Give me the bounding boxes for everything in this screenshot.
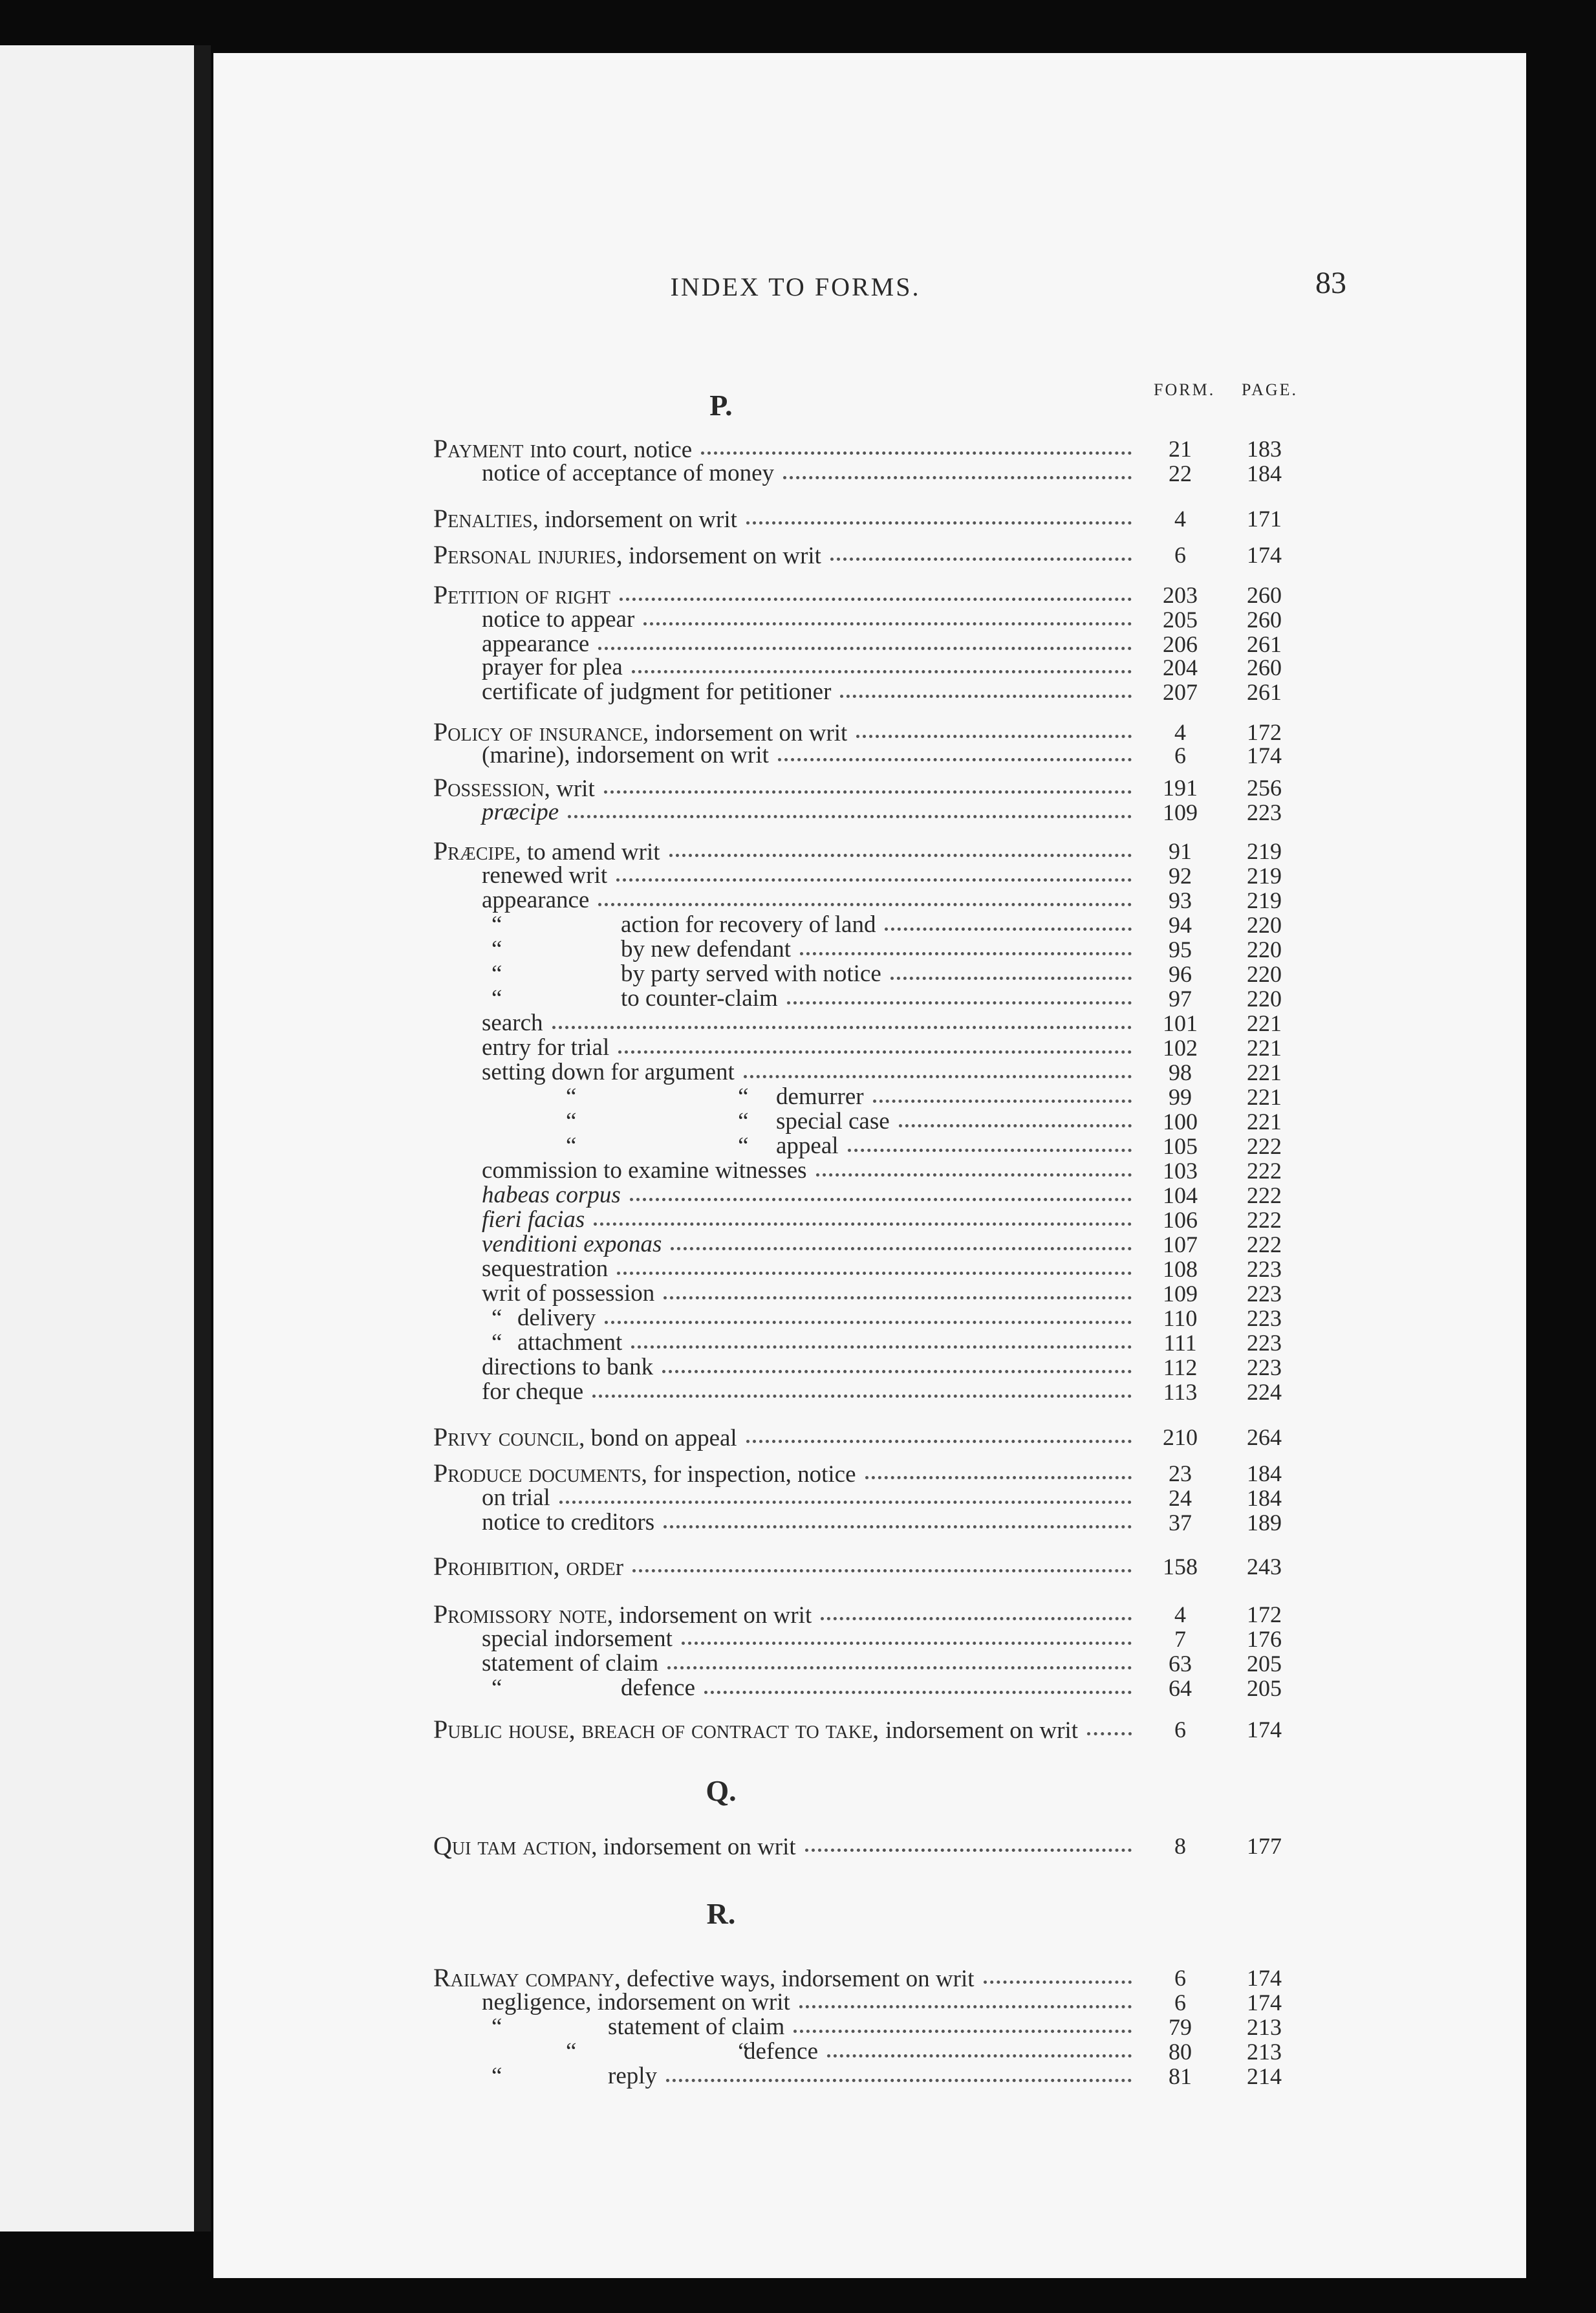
leader-dots bbox=[744, 1075, 1132, 1078]
section-letter: R. bbox=[706, 1897, 736, 1930]
leader-dots bbox=[840, 695, 1132, 698]
entry-page-number: 260 bbox=[1247, 582, 1282, 608]
ditto-mark: “ “ bbox=[566, 1083, 749, 1110]
index-entry bbox=[213, 1281, 1377, 1307]
index-entry bbox=[213, 719, 1377, 745]
entry-page-number: 220 bbox=[1247, 961, 1282, 987]
index-entry bbox=[213, 1717, 1377, 1743]
index-entry bbox=[213, 1675, 1377, 1701]
entry-page-number: 223 bbox=[1247, 1305, 1282, 1331]
index-entry bbox=[213, 1965, 1377, 1991]
ditto-mark: “ bbox=[491, 1675, 502, 1701]
section-letter: P. bbox=[709, 389, 733, 422]
index-entry bbox=[213, 1305, 1377, 1331]
leader-dots bbox=[605, 1321, 1132, 1324]
index-entry bbox=[213, 1379, 1377, 1405]
index-entry bbox=[213, 887, 1377, 913]
index-entry bbox=[213, 1651, 1377, 1677]
entry-form-number: 205 bbox=[1163, 607, 1198, 633]
entry-form-number: 113 bbox=[1163, 1379, 1198, 1405]
entry-page-number: 205 bbox=[1247, 1651, 1282, 1677]
entry-label: renewed writ bbox=[482, 862, 608, 889]
entry-form-number: 4 bbox=[1174, 719, 1186, 745]
entry-page-number: 221 bbox=[1247, 1059, 1282, 1085]
ditto-mark: “ bbox=[491, 2014, 502, 2040]
entry-label: prayer for plea bbox=[482, 654, 623, 680]
leader-dots bbox=[827, 2054, 1132, 2058]
entry-page-number: 172 bbox=[1247, 1602, 1282, 1627]
entry-form-number: 103 bbox=[1163, 1158, 1198, 1184]
entry-page-number: 172 bbox=[1247, 719, 1282, 745]
entry-label: Produce documents, for inspection, notice bbox=[433, 1459, 856, 1488]
leader-dots bbox=[618, 1050, 1132, 1054]
leader-dots bbox=[669, 854, 1132, 857]
entry-form-number: 6 bbox=[1174, 1717, 1186, 1743]
leader-dots bbox=[899, 1124, 1132, 1127]
entry-label: fieri facias bbox=[482, 1206, 585, 1233]
leader-dots bbox=[984, 1981, 1132, 1984]
entry-page-number: 220 bbox=[1247, 986, 1282, 1012]
entry-form-number: 95 bbox=[1169, 937, 1192, 962]
entry-page-number: 222 bbox=[1247, 1232, 1282, 1257]
index-entry bbox=[213, 838, 1377, 864]
leader-dots bbox=[799, 2005, 1132, 2008]
entry-page-number: 219 bbox=[1247, 887, 1282, 913]
entry-label: special case bbox=[776, 1108, 890, 1135]
entry-form-number: 64 bbox=[1169, 1675, 1192, 1701]
index-entry bbox=[213, 1133, 1377, 1159]
entry-page-number: 223 bbox=[1247, 1256, 1282, 1282]
entry-form-number: 203 bbox=[1163, 582, 1198, 608]
entry-form-number: 93 bbox=[1169, 887, 1192, 913]
entry-page-number: 222 bbox=[1247, 1133, 1282, 1159]
entry-page-number: 174 bbox=[1247, 1990, 1282, 2015]
leader-dots bbox=[632, 670, 1132, 673]
leader-dots bbox=[552, 1026, 1132, 1029]
entry-label: search bbox=[482, 1010, 543, 1036]
index-entry bbox=[213, 1084, 1377, 1110]
entry-label: appearance bbox=[482, 631, 590, 657]
entry-label: Petition of right bbox=[433, 580, 610, 609]
entry-label: setting down for argument bbox=[482, 1059, 735, 1085]
entry-label: Privy council, bond on appeal bbox=[433, 1422, 737, 1451]
index-entry bbox=[213, 1109, 1377, 1135]
entry-label: action for recovery of land bbox=[621, 911, 876, 938]
entry-page-number: 222 bbox=[1247, 1158, 1282, 1184]
entry-page-number: 220 bbox=[1247, 912, 1282, 938]
entry-label: on trial bbox=[482, 1484, 550, 1511]
index-entry bbox=[213, 1602, 1377, 1627]
index-entry bbox=[213, 2063, 1377, 2089]
entry-form-number: 8 bbox=[1174, 1833, 1186, 1859]
index-entry bbox=[213, 743, 1377, 768]
leader-dots bbox=[671, 1247, 1132, 1250]
ditto-mark: “ bbox=[491, 1329, 502, 1356]
entry-page-number: 256 bbox=[1247, 775, 1282, 801]
leader-dots bbox=[594, 1222, 1132, 1226]
entry-page-number: 223 bbox=[1247, 799, 1282, 825]
entry-label: by party served with notice bbox=[621, 961, 881, 987]
entry-label: special indorsement bbox=[482, 1625, 673, 1652]
entry-page-number: 223 bbox=[1247, 1330, 1282, 1356]
entry-form-number: 63 bbox=[1169, 1651, 1192, 1677]
index-entry bbox=[213, 1256, 1377, 1282]
leader-dots bbox=[821, 1617, 1132, 1620]
leader-dots bbox=[559, 1501, 1132, 1504]
entry-form-number: 4 bbox=[1174, 506, 1186, 532]
entry-page-number: 219 bbox=[1247, 863, 1282, 889]
index-entry bbox=[213, 1158, 1377, 1184]
leader-dots bbox=[604, 790, 1132, 794]
entry-page-number: 213 bbox=[1247, 2014, 1282, 2040]
entry-page-number: 222 bbox=[1247, 1207, 1282, 1233]
leader-dots bbox=[643, 622, 1132, 625]
leader-dots bbox=[632, 1569, 1132, 1572]
index-entry bbox=[213, 863, 1377, 889]
leader-dots bbox=[746, 521, 1132, 525]
entry-label: notice to creditors bbox=[482, 1509, 655, 1536]
leader-dots bbox=[856, 735, 1132, 738]
entry-form-number: 158 bbox=[1163, 1554, 1198, 1580]
leader-dots bbox=[666, 2079, 1132, 2082]
book-spine bbox=[194, 45, 211, 2232]
index-entry bbox=[213, 961, 1377, 987]
entry-form-number: 110 bbox=[1163, 1305, 1198, 1331]
leader-dots bbox=[617, 1272, 1132, 1275]
entry-page-number: 220 bbox=[1247, 937, 1282, 962]
entry-form-number: 206 bbox=[1163, 631, 1198, 657]
entry-form-number: 6 bbox=[1174, 1990, 1186, 2015]
index-entry bbox=[213, 1990, 1377, 2015]
index-entry bbox=[213, 1424, 1377, 1450]
column-head-page: PAGE. bbox=[1242, 380, 1299, 399]
entry-form-number: 210 bbox=[1163, 1424, 1198, 1450]
entry-label: notice of acceptance of money bbox=[482, 460, 774, 486]
ditto-mark: “ bbox=[491, 2063, 502, 2089]
leader-dots bbox=[783, 476, 1132, 479]
entry-page-number: 221 bbox=[1247, 1109, 1282, 1135]
entry-label: commission to examine witnesses bbox=[482, 1157, 807, 1184]
ditto-mark: “ bbox=[491, 961, 502, 987]
entry-label: directions to bank bbox=[482, 1354, 654, 1380]
leader-dots bbox=[890, 977, 1132, 980]
entry-label: delivery bbox=[517, 1305, 596, 1331]
entry-label: to counter-claim bbox=[621, 985, 778, 1012]
entry-form-number: 80 bbox=[1169, 2039, 1192, 2065]
entry-label: Personal injuries, indorsement on writ bbox=[433, 540, 821, 569]
entry-label: sequestration bbox=[482, 1255, 609, 1282]
leader-dots bbox=[885, 928, 1132, 931]
entry-form-number: 23 bbox=[1169, 1461, 1192, 1486]
entry-label: Payment into court, notice bbox=[433, 434, 693, 463]
leader-dots bbox=[631, 1345, 1132, 1349]
leader-dots bbox=[568, 815, 1132, 818]
entry-page-number: 171 bbox=[1247, 506, 1282, 532]
leader-dots bbox=[1087, 1732, 1132, 1735]
entry-form-number: 105 bbox=[1163, 1133, 1198, 1159]
leader-dots bbox=[682, 1642, 1132, 1645]
entry-page-number: 214 bbox=[1247, 2063, 1282, 2089]
leader-dots bbox=[598, 647, 1132, 650]
entry-form-number: 81 bbox=[1169, 2063, 1192, 2089]
index-entry bbox=[213, 461, 1377, 486]
index-entry bbox=[213, 1182, 1377, 1208]
index-page bbox=[213, 53, 1526, 2278]
entry-form-number: 111 bbox=[1163, 1330, 1197, 1356]
entry-label: Qui tam action, indorsement on writ bbox=[433, 1831, 796, 1860]
entry-label: appeal bbox=[776, 1133, 839, 1159]
entry-form-number: 100 bbox=[1163, 1109, 1198, 1135]
entry-form-number: 7 bbox=[1174, 1626, 1186, 1652]
entry-label: certificate of judgment for petitioner bbox=[482, 679, 832, 705]
ditto-mark: “ “ bbox=[566, 1108, 749, 1135]
entry-form-number: 37 bbox=[1169, 1510, 1192, 1536]
entry-page-number: 174 bbox=[1247, 542, 1282, 568]
entry-page-number: 221 bbox=[1247, 1010, 1282, 1036]
leader-dots bbox=[630, 1198, 1132, 1201]
entry-form-number: 91 bbox=[1169, 838, 1192, 864]
index-entry bbox=[213, 986, 1377, 1012]
entry-page-number: 205 bbox=[1247, 1675, 1282, 1701]
leader-dots bbox=[848, 1149, 1132, 1152]
entry-page-number: 224 bbox=[1247, 1379, 1282, 1405]
entry-form-number: 112 bbox=[1163, 1354, 1198, 1380]
entry-form-number: 102 bbox=[1163, 1035, 1198, 1061]
leader-dots bbox=[787, 1001, 1132, 1004]
entry-label: negligence, indorsement on writ bbox=[482, 1989, 790, 2015]
index-entry bbox=[213, 631, 1377, 657]
ditto-mark: “ “ bbox=[566, 2038, 749, 2065]
entry-page-number: 222 bbox=[1247, 1182, 1282, 1208]
leader-dots bbox=[873, 1100, 1132, 1103]
entry-page-number: 264 bbox=[1247, 1424, 1282, 1450]
entry-label: Possession, writ bbox=[433, 773, 595, 802]
entry-page-number: 260 bbox=[1247, 607, 1282, 633]
entry-label: Præcipe, to amend writ bbox=[433, 836, 660, 865]
leader-dots bbox=[663, 1296, 1132, 1299]
entry-form-number: 109 bbox=[1163, 1281, 1198, 1307]
entry-label: notice to appear bbox=[482, 606, 635, 633]
entry-form-number: 6 bbox=[1174, 743, 1186, 768]
leader-dots bbox=[592, 1395, 1132, 1398]
entry-label: by new defendant bbox=[621, 936, 792, 962]
entry-form-number: 108 bbox=[1163, 1256, 1198, 1282]
entry-form-number: 106 bbox=[1163, 1207, 1198, 1233]
entry-form-number: 22 bbox=[1169, 461, 1192, 486]
entry-page-number: 243 bbox=[1247, 1554, 1282, 1580]
entry-label: statement of claim bbox=[608, 2014, 785, 2040]
entry-form-number: 109 bbox=[1163, 799, 1198, 825]
entry-form-number: 207 bbox=[1163, 679, 1198, 705]
entry-form-number: 101 bbox=[1163, 1010, 1198, 1036]
index-entry bbox=[213, 607, 1377, 633]
ditto-mark: “ “ bbox=[566, 1133, 749, 1159]
index-entry bbox=[213, 912, 1377, 938]
entry-form-number: 204 bbox=[1163, 655, 1198, 680]
leader-dots bbox=[805, 1849, 1132, 1852]
entry-form-number: 6 bbox=[1174, 1965, 1186, 1991]
entry-label: præcipe bbox=[482, 799, 559, 825]
entry-label: venditioni exponas bbox=[482, 1231, 662, 1257]
leader-dots bbox=[616, 878, 1132, 882]
entry-form-number: 99 bbox=[1169, 1084, 1192, 1110]
entry-page-number: 184 bbox=[1247, 461, 1282, 486]
entry-page-number: 184 bbox=[1247, 1461, 1282, 1486]
index-entry bbox=[213, 1232, 1377, 1257]
leader-dots bbox=[793, 2030, 1132, 2033]
entry-page-number: 184 bbox=[1247, 1485, 1282, 1511]
leader-dots bbox=[620, 598, 1132, 601]
leader-dots bbox=[598, 903, 1132, 906]
entry-label: habeas corpus bbox=[482, 1182, 621, 1208]
running-head: INDEX TO FORMS. bbox=[670, 272, 921, 301]
index-entry bbox=[213, 655, 1377, 680]
page-number: 83 bbox=[1315, 266, 1346, 300]
entry-label: Public house, breach of contract to take, indorsement on writ bbox=[433, 1715, 1079, 1744]
entry-label: Prohibition, order bbox=[433, 1552, 624, 1581]
entry-label: (marine), indorsement on writ bbox=[482, 742, 769, 768]
entry-label: demurrer bbox=[776, 1083, 864, 1110]
entry-label: Policy of insurance, indorsement on writ bbox=[433, 717, 848, 746]
section-letter: Q. bbox=[706, 1774, 737, 1807]
entry-page-number: 177 bbox=[1247, 1833, 1282, 1859]
index-entry bbox=[213, 2014, 1377, 2040]
index-entry bbox=[213, 436, 1377, 462]
entry-label: Railway company, defective ways, indorsement on writ bbox=[433, 1963, 975, 1992]
entry-page-number: 176 bbox=[1247, 1626, 1282, 1652]
entry-label: appearance bbox=[482, 887, 590, 913]
index-entry bbox=[213, 1510, 1377, 1536]
facing-page bbox=[0, 45, 197, 2232]
entry-page-number: 260 bbox=[1247, 655, 1282, 680]
leader-dots bbox=[662, 1370, 1132, 1373]
entry-page-number: 223 bbox=[1247, 1354, 1282, 1380]
entry-label: defence bbox=[621, 1675, 696, 1701]
entry-label: defence bbox=[744, 2038, 819, 2065]
entry-label: statement of claim bbox=[482, 1650, 659, 1677]
ditto-mark: “ bbox=[491, 936, 502, 962]
entry-label: Penalties, indorsement on writ bbox=[433, 504, 737, 533]
entry-form-number: 79 bbox=[1169, 2014, 1192, 2040]
entry-page-number: 183 bbox=[1247, 436, 1282, 462]
leader-dots bbox=[704, 1691, 1132, 1694]
entry-page-number: 174 bbox=[1247, 1717, 1282, 1743]
index-entry bbox=[213, 1833, 1377, 1859]
entry-form-number: 6 bbox=[1174, 542, 1186, 568]
ditto-mark: “ bbox=[491, 911, 502, 938]
entry-form-number: 107 bbox=[1163, 1232, 1198, 1257]
entry-form-number: 4 bbox=[1174, 1602, 1186, 1627]
entry-page-number: 221 bbox=[1247, 1084, 1282, 1110]
index-entry bbox=[213, 1207, 1377, 1233]
leader-dots bbox=[816, 1173, 1132, 1177]
index-entry bbox=[213, 542, 1377, 568]
leader-dots bbox=[701, 451, 1132, 455]
index-entry bbox=[213, 799, 1377, 825]
index-entry bbox=[213, 1035, 1377, 1061]
entry-label: attachment bbox=[517, 1329, 623, 1356]
entry-form-number: 104 bbox=[1163, 1182, 1198, 1208]
leader-dots bbox=[830, 558, 1132, 561]
index-entry bbox=[213, 1354, 1377, 1380]
entry-page-number: 221 bbox=[1247, 1035, 1282, 1061]
ditto-mark: “ bbox=[491, 985, 502, 1012]
leader-dots bbox=[800, 952, 1132, 955]
entry-page-number: 174 bbox=[1247, 743, 1282, 768]
leader-dots bbox=[746, 1440, 1132, 1443]
entry-page-number: 219 bbox=[1247, 838, 1282, 864]
entry-label: for cheque bbox=[482, 1378, 584, 1405]
entry-page-number: 213 bbox=[1247, 2039, 1282, 2065]
entry-page-number: 261 bbox=[1247, 679, 1282, 705]
column-head-form: FORM. bbox=[1154, 380, 1216, 399]
entry-form-number: 97 bbox=[1169, 986, 1192, 1012]
entry-page-number: 261 bbox=[1247, 631, 1282, 657]
leader-dots bbox=[865, 1476, 1132, 1479]
index-entry bbox=[213, 582, 1377, 608]
leader-dots bbox=[778, 758, 1132, 761]
ditto-mark: “ bbox=[491, 1305, 502, 1331]
leader-dots bbox=[667, 1666, 1132, 1669]
entry-form-number: 191 bbox=[1163, 775, 1198, 801]
index-entry bbox=[213, 775, 1377, 801]
index-entry bbox=[213, 1485, 1377, 1511]
entry-form-number: 96 bbox=[1169, 961, 1192, 987]
entry-label: reply bbox=[608, 2063, 658, 2089]
index-entry bbox=[213, 506, 1377, 532]
entry-form-number: 21 bbox=[1169, 436, 1192, 462]
index-entry bbox=[213, 2039, 1377, 2065]
entry-form-number: 92 bbox=[1169, 863, 1192, 889]
index-entry bbox=[213, 1330, 1377, 1356]
entry-label: Promissory note, indorsement on writ bbox=[433, 1600, 812, 1629]
entry-label: writ of possession bbox=[482, 1280, 655, 1307]
index-entry bbox=[213, 937, 1377, 962]
leader-dots bbox=[663, 1525, 1132, 1528]
entry-label: entry for trial bbox=[482, 1034, 610, 1061]
index-entry bbox=[213, 679, 1377, 705]
entry-page-number: 189 bbox=[1247, 1510, 1282, 1536]
entry-page-number: 174 bbox=[1247, 1965, 1282, 1991]
entry-form-number: 94 bbox=[1169, 912, 1192, 938]
index-entry bbox=[213, 1010, 1377, 1036]
entry-form-number: 98 bbox=[1169, 1059, 1192, 1085]
index-entry bbox=[213, 1554, 1377, 1580]
entry-form-number: 24 bbox=[1169, 1485, 1192, 1511]
index-entry bbox=[213, 1626, 1377, 1652]
index-entry bbox=[213, 1461, 1377, 1486]
index-entry bbox=[213, 1059, 1377, 1085]
entry-page-number: 223 bbox=[1247, 1281, 1282, 1307]
